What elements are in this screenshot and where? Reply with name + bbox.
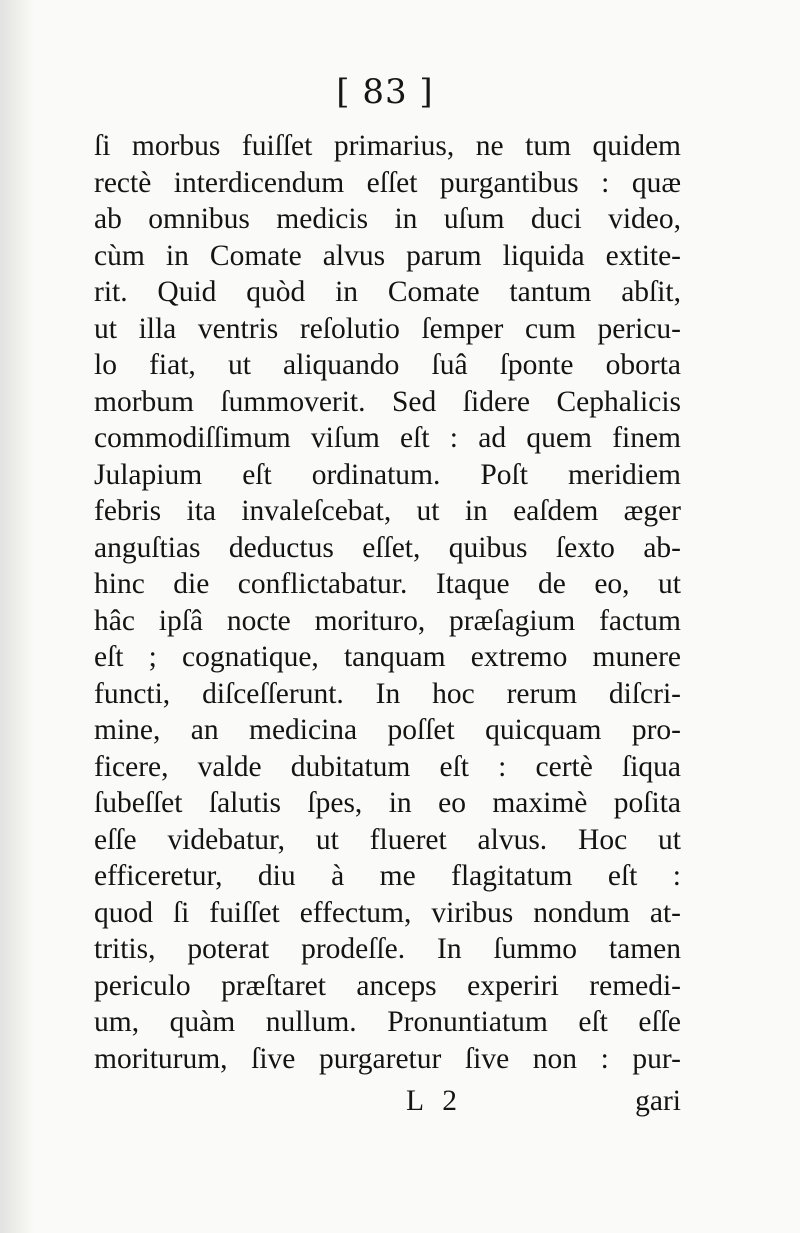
text-line: rit. Quid quòd in Comate tantum abſit,: [94, 276, 681, 308]
text-line: ab omnibus medicis in uſum duci video,: [94, 203, 681, 235]
text-line: rectè interdicendum eſſet purgantibus : quæ: [94, 166, 681, 199]
text-line: moriturum, ſive purgaretur ſive non : pur-: [94, 1042, 681, 1075]
text-line: hinc die conflictabatur. Itaque de eo, ut: [94, 568, 681, 600]
catchword: gari: [635, 1085, 681, 1117]
text-line: mine, an medicina poſſet quicquam pro-: [94, 714, 681, 746]
text-line: periculo præſtaret anceps experiri remedi-: [94, 969, 681, 1002]
text-line: eſt ; cognatique, tanquam extremo munere: [94, 641, 681, 673]
text-line: anguſtias deductus eſſet, quibus ſexto ab-: [94, 531, 681, 564]
text-line: morbum ſummoverit. Sed ſidere Cephalicis: [94, 385, 681, 418]
text-line: ſubeſſet ſalutis ſpes, in eo maximè poſita: [94, 787, 681, 819]
text-line: cùm in Comate alvus parum liquida extite-: [94, 239, 681, 272]
text-line: commodiſſimum viſum eſt : ad quem finem: [94, 422, 681, 454]
text-line: eſſe videbatur, ut flueret alvus. Hoc ut: [94, 823, 681, 856]
text-line: febris ita invaleſcebat, ut in eaſdem æger: [94, 495, 681, 527]
text-line: functi, diſceſſerunt. In hoc rerum diſcri-: [94, 677, 681, 710]
signature-mark: L 2: [406, 1085, 464, 1117]
body-text: [94, 128, 681, 1077]
text-line: Julapium eſt ordinatum. Poſt meridiem: [94, 458, 681, 491]
page-number: [ 83 ]: [336, 72, 434, 112]
text-line: quod ſi fuiſſet effectum, viribus nondum at-: [94, 896, 681, 929]
page-footer: [94, 1085, 681, 1125]
text-line: ut illa ventris reſolutio ſemper cum pericu-: [94, 312, 681, 345]
text-line: lo fiat, ut aliquando ſuâ ſponte oborta: [94, 349, 681, 381]
text-line: ficere, valde dubitatum eſt : certè ſiqua: [94, 750, 681, 783]
text-line: um, quàm nullum. Pronuntiatum eſt eſſe: [94, 1006, 681, 1038]
gutter-shadow: [0, 0, 34, 1233]
text-line: tritis, poterat prodeſſe. In ſummo tamen: [94, 933, 681, 965]
text-line: hâc ipſâ nocte morituro, præſagium factum: [94, 604, 681, 637]
text-line: ſi morbus fuiſſet primarius, ne tum quidem: [94, 130, 681, 162]
text-line: efficeretur, diu à me flagitatum eſt :: [94, 860, 681, 892]
